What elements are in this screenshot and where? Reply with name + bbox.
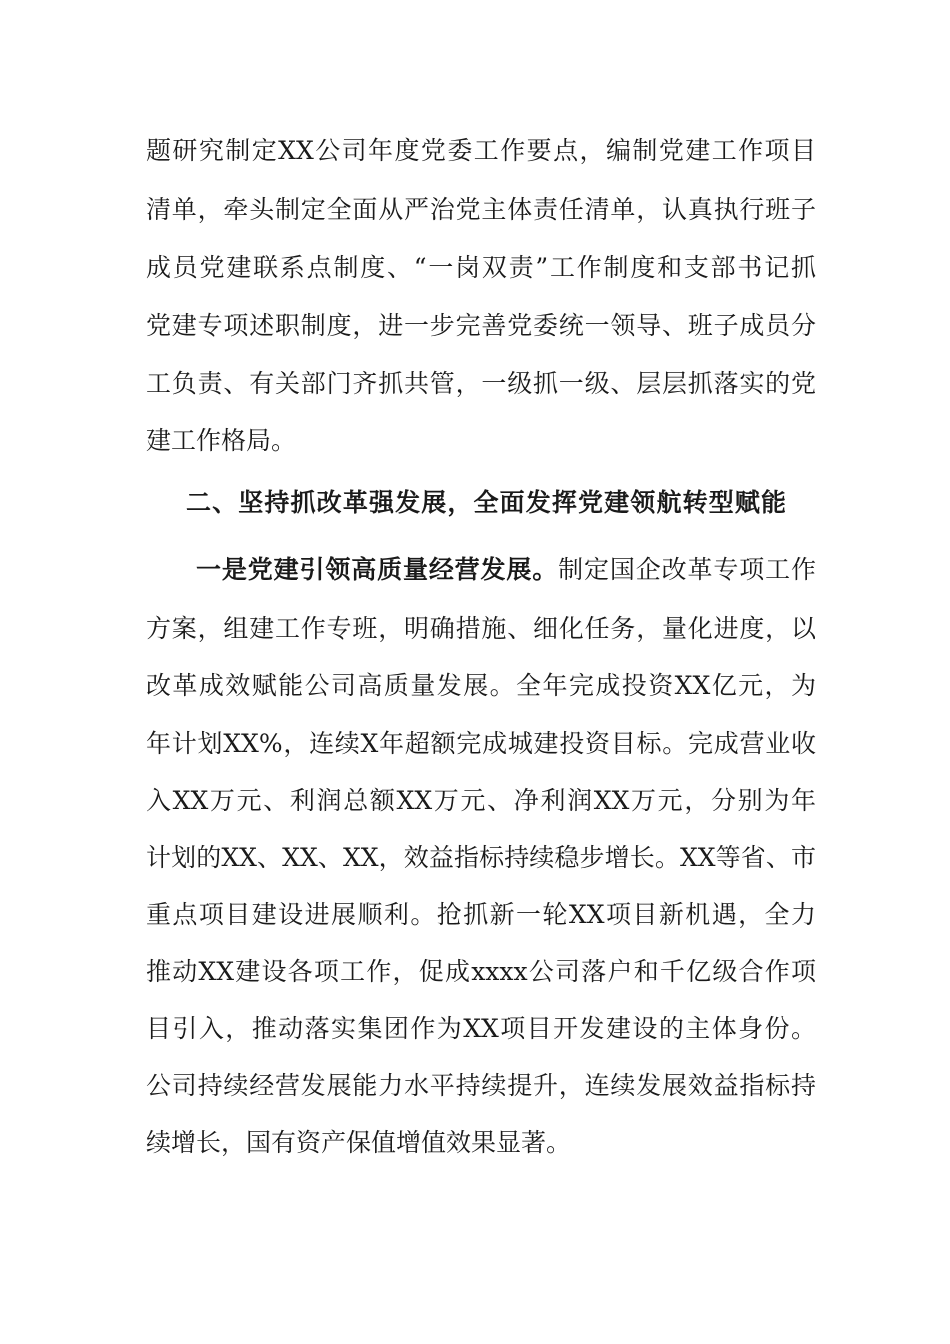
paragraph-2-line-11: 续增长，国有资产保值增值效果显著。 (146, 1128, 572, 1157)
paragraph-2-line-6: 计划的XX、XX、XX，效益指标持续稳步增长。XX等省、市 (146, 843, 816, 872)
paragraph-2-line-1 (146, 550, 816, 590)
paragraph-2-line-8: 推动XX建设各项工作，促成xxxx公司落户和千亿级合作项 (146, 957, 816, 986)
paragraph-2-line-9: 目引入，推动落实集团作为XX项目开发建设的主体身份。 (146, 1014, 816, 1043)
paragraph-2-line-3: 改革成效赋能公司高质量发展。全年完成投资XX亿元，为 (146, 671, 816, 700)
paragraph-1-line-1: 题研究制定XX公司年度党委工作要点，编制党建工作项目 (146, 136, 816, 165)
paragraph-1-line-3: 成员党建联系点制度、“一岗双责”工作制度和支部书记抓 (146, 253, 816, 282)
paragraph-1-line-5: 工负责、有关部门齐抓共管，一级抓一级、层层抓落实的党 (146, 369, 816, 398)
paragraph-2-line-7: 重点项目建设进展顺利。抢抓新一轮XX项目新机遇，全力 (146, 900, 816, 929)
paragraph-2-first-line-rest: 制定国企改革专项工作 (558, 555, 816, 584)
paragraph-2-line-5: 入XX万元、利润总额XX万元、净利润XX万元，分别为年 (146, 786, 816, 815)
paragraph-2-lead: 一是党建引领高质量经营发展。 (196, 555, 559, 584)
paragraph-1-line-2: 清单，牵头制定全面从严治党主体责任清单，认真执行班子 (146, 195, 816, 224)
paragraph-2-line-2: 方案，组建工作专班，明确措施、细化任务，量化进度，以 (146, 614, 816, 643)
paragraph-2-line-10: 公司持续经营发展能力水平持续提升，连续发展效益指标持 (146, 1071, 816, 1100)
paragraph-1-line-6: 建工作格局。 (146, 426, 297, 455)
paragraph-2-line-4: 年计划XX%，连续X年超额完成城建投资目标。完成营业收 (146, 729, 816, 758)
paragraph-1-line-4: 党建专项述职制度，进一步完善党委统一领导、班子成员分 (146, 311, 816, 340)
section-heading: 二、坚持抓改革强发展，全面发挥党建领航转型赋能 (186, 488, 786, 517)
